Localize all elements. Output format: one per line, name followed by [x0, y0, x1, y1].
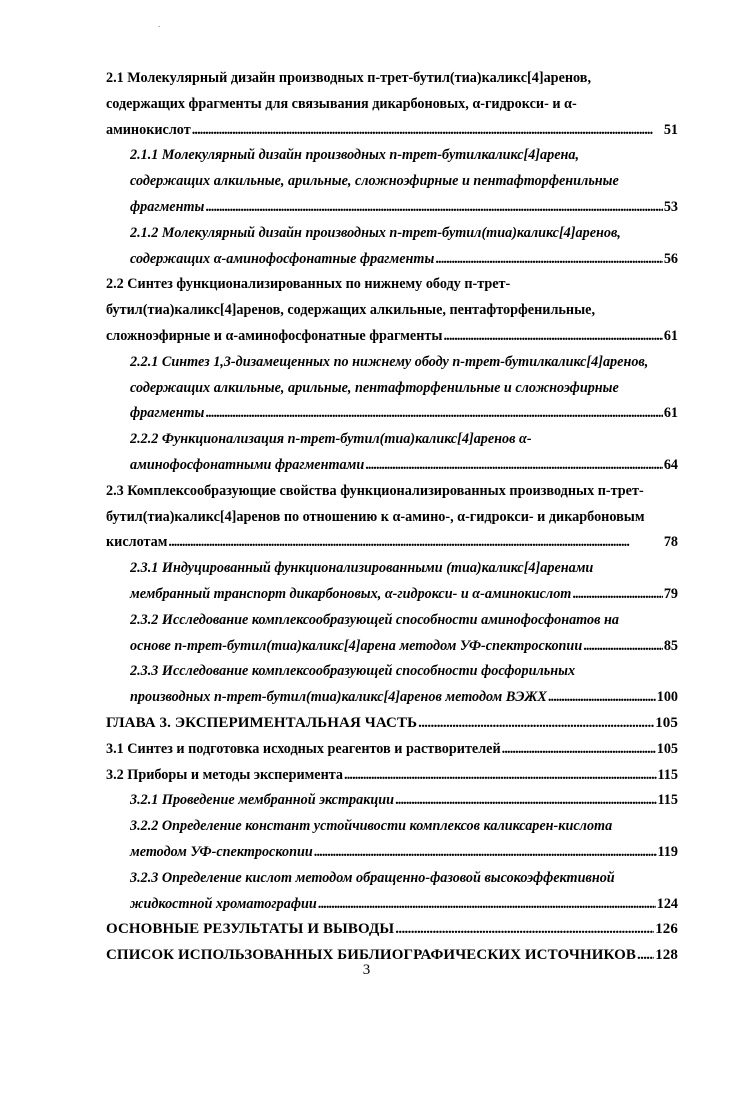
toc-entry[interactable] — [106, 350, 678, 427]
toc-entry-last-line — [106, 763, 678, 789]
toc-entry-last-line — [130, 401, 678, 427]
toc-entry-title-line: 3.2.2 Определение констант устойчивости комплексов каликсарен-кислота — [130, 818, 613, 835]
toc-entry-last-line — [106, 917, 678, 943]
page-number: 3 — [362, 962, 371, 978]
dot-leader — [344, 763, 656, 789]
toc-entry-last-line — [106, 737, 678, 763]
toc-entry[interactable] — [106, 737, 678, 763]
toc-entry[interactable] — [106, 608, 678, 660]
toc-entry-title-line: жидкостной хроматографии — [130, 895, 317, 912]
toc-entry-title-line: фрагменты — [130, 198, 205, 215]
toc-entry-title-line: 2.3 Комплексообразующие свойства функционализированных производных п-трет- — [106, 482, 644, 499]
toc-entry[interactable] — [106, 711, 678, 737]
toc-page-number: 61 — [663, 405, 678, 422]
toc-entry[interactable] — [106, 556, 678, 608]
toc-entry[interactable] — [106, 272, 678, 349]
toc-entry-title-line: 3.2 Приборы и методы эксперимента — [106, 766, 344, 783]
toc-page-number: 105 — [656, 740, 678, 757]
toc-page-number: 56 — [663, 250, 678, 267]
toc-page-number: 105 — [655, 714, 678, 731]
toc-entry-title-line: 2.3.1 Индуцированный функционализированными (тиа)каликс[4]аренами — [130, 560, 594, 577]
dot-leader — [314, 840, 657, 866]
toc-entry-title-line: 2.3.2 Исследование комплексообразующей способности аминофосфонатов на — [130, 611, 619, 628]
dot-leader — [365, 453, 663, 479]
toc-entry-title-line: содержащих алкильные, арильные, сложноэфирные и пентафторфенильные — [130, 173, 619, 190]
toc-page-number: 78 — [663, 534, 678, 551]
dot-leader — [548, 685, 656, 711]
toc-entry-last-line — [106, 324, 678, 350]
toc-entry-title-line: производных п-трет-бутил(тиа)каликс[4]аренов методом ВЭЖХ — [130, 689, 547, 706]
toc-entry[interactable] — [106, 788, 678, 814]
toc-entry[interactable] — [106, 221, 678, 273]
toc-page-number: 51 — [663, 121, 678, 138]
toc-entry-title-line: 2.1.1 Молекулярный дизайн производных п-трет-бутилкаликс[4]арена, — [130, 147, 580, 164]
toc-entry-title-line: методом УФ-спектроскопии — [130, 843, 313, 860]
dot-leader — [192, 118, 663, 144]
stray-dot-mark: . — [158, 19, 161, 29]
toc-entry-title-line: сложноэфирные и α-аминофосфонатные фрагменты — [106, 327, 443, 344]
dot-leader — [418, 711, 654, 737]
toc-page-number: 61 — [663, 327, 678, 344]
dot-leader — [583, 634, 663, 660]
toc-entry-last-line — [130, 840, 678, 866]
toc-entry-title-line: СПИСОК ИСПОЛЬЗОВАННЫХ БИБЛИОГРАФИЧЕСКИХ ИСТОЧНИКОВ — [106, 947, 636, 964]
toc-entry-title-line: 2.1.2 Молекулярный дизайн производных п-трет-бутил(тиа)каликс[4]аренов, — [130, 224, 621, 241]
toc-entry-last-line — [130, 582, 678, 608]
toc-entry-last-line — [130, 892, 678, 918]
toc-entry[interactable] — [106, 659, 678, 711]
toc-entry-last-line — [130, 685, 678, 711]
toc-entry-title-line: мембранный транспорт дикарбоновых, α-гидрокси- и α-аминокислот — [130, 585, 572, 602]
toc-entry-last-line — [106, 711, 678, 737]
toc-entry-title-line: аминофосфонатными фрагментами — [130, 456, 365, 473]
toc-page-number: 124 — [656, 895, 678, 912]
toc-entry-title-line: ГЛАВА 3. ЭКСПЕРИМЕНТАЛЬНАЯ ЧАСТЬ — [106, 714, 418, 731]
dot-leader — [318, 892, 656, 918]
toc-entry[interactable] — [106, 814, 678, 866]
toc-entry-title-line: 3.2.3 Определение кислот методом обращенно-фазовой высокоэффективной — [130, 869, 615, 886]
toc-entry-title-line: содержащих фрагменты для связывания дикарбоновых, α-гидрокси- и α- — [106, 95, 577, 112]
toc-entry[interactable] — [106, 66, 678, 143]
toc-page-number: 119 — [657, 843, 678, 860]
dot-leader — [502, 737, 656, 763]
toc-entry[interactable] — [106, 866, 678, 918]
toc-entry-title-line: бутил(тиа)каликс[4]аренов, содержащих алкильные, пентафторфенильные, — [106, 302, 595, 319]
toc-entry-last-line — [130, 788, 678, 814]
table-of-contents — [106, 66, 678, 969]
toc-entry[interactable] — [106, 917, 678, 943]
dot-leader — [435, 247, 663, 273]
toc-entry-last-line — [130, 634, 678, 660]
toc-entry-title-line: бутил(тиа)каликс[4]аренов по отношению к α-амино-, α-гидрокси- и дикарбоновым — [106, 508, 645, 525]
toc-entry[interactable] — [106, 763, 678, 789]
toc-entry-last-line — [130, 247, 678, 273]
toc-page-number: 85 — [663, 637, 678, 654]
toc-entry-title-line: 2.1 Молекулярный дизайн производных п-трет-бутил(тиа)каликс[4]аренов, — [106, 70, 591, 86]
toc-entry[interactable] — [106, 143, 678, 220]
toc-entry[interactable] — [106, 427, 678, 479]
toc-entry-title-line: 3.2.1 Проведение мембранной экстракции — [130, 792, 395, 809]
toc-entry-last-line — [106, 118, 678, 144]
toc-entry-last-line — [130, 453, 678, 479]
toc-page-number: 64 — [663, 456, 678, 473]
toc-page-number: 100 — [656, 689, 678, 706]
toc-page-number: 128 — [655, 947, 678, 964]
toc-entry-last-line — [130, 195, 678, 221]
toc-entry-title-line: содержащих α-аминофосфонатные фрагменты — [130, 250, 435, 267]
dot-leader — [443, 324, 662, 350]
toc-entry-title-line: ОСНОВНЫЕ РЕЗУЛЬТАТЫ И ВЫВОДЫ — [106, 921, 395, 938]
toc-page-number: 126 — [655, 921, 678, 938]
dot-leader — [205, 195, 662, 221]
toc-entry-title-line: 2.3.3 Исследование комплексообразующей способности фосфорильных — [130, 663, 576, 680]
toc-entry-last-line — [106, 530, 678, 556]
toc-entry-title-line: 3.1 Синтез и подготовка исходных реагентов и растворителей — [106, 740, 501, 757]
dot-leader — [205, 401, 662, 427]
toc-entry-title-line: кислотам — [106, 534, 168, 551]
toc-entry-title-line: фрагменты — [130, 405, 205, 422]
toc-page-number: 53 — [663, 198, 678, 215]
toc-entry-title-line: основе п-трет-бутил(тиа)каликс[4]арена методом УФ-спектроскопии — [130, 637, 583, 654]
dot-leader — [168, 530, 662, 556]
toc-entry[interactable] — [106, 479, 678, 556]
dot-leader — [395, 788, 656, 814]
toc-entry-title-line: 2.2.2 Функционализация п-трет-бутил(тиа)каликс[4]аренов α- — [130, 431, 532, 448]
toc-page-number: 79 — [663, 585, 678, 602]
toc-entry-title-line: содержащих алкильные, арильные, пентафторфенильные и сложноэфирные — [130, 379, 619, 396]
toc-entry-title-line: 2.2 Синтез функционализированных по нижнему ободу п-трет- — [106, 276, 511, 293]
toc-page-number: 115 — [657, 792, 678, 809]
toc-entry-title-line: аминокислот — [106, 121, 191, 138]
dot-leader — [572, 582, 662, 608]
toc-entry-title-line: 2.2.1 Синтез 1,3-дизамещенных по нижнему ободу п-трет-бутилкаликс[4]аренов, — [130, 353, 649, 370]
dot-leader — [395, 917, 654, 943]
toc-page-number: 115 — [657, 766, 678, 783]
